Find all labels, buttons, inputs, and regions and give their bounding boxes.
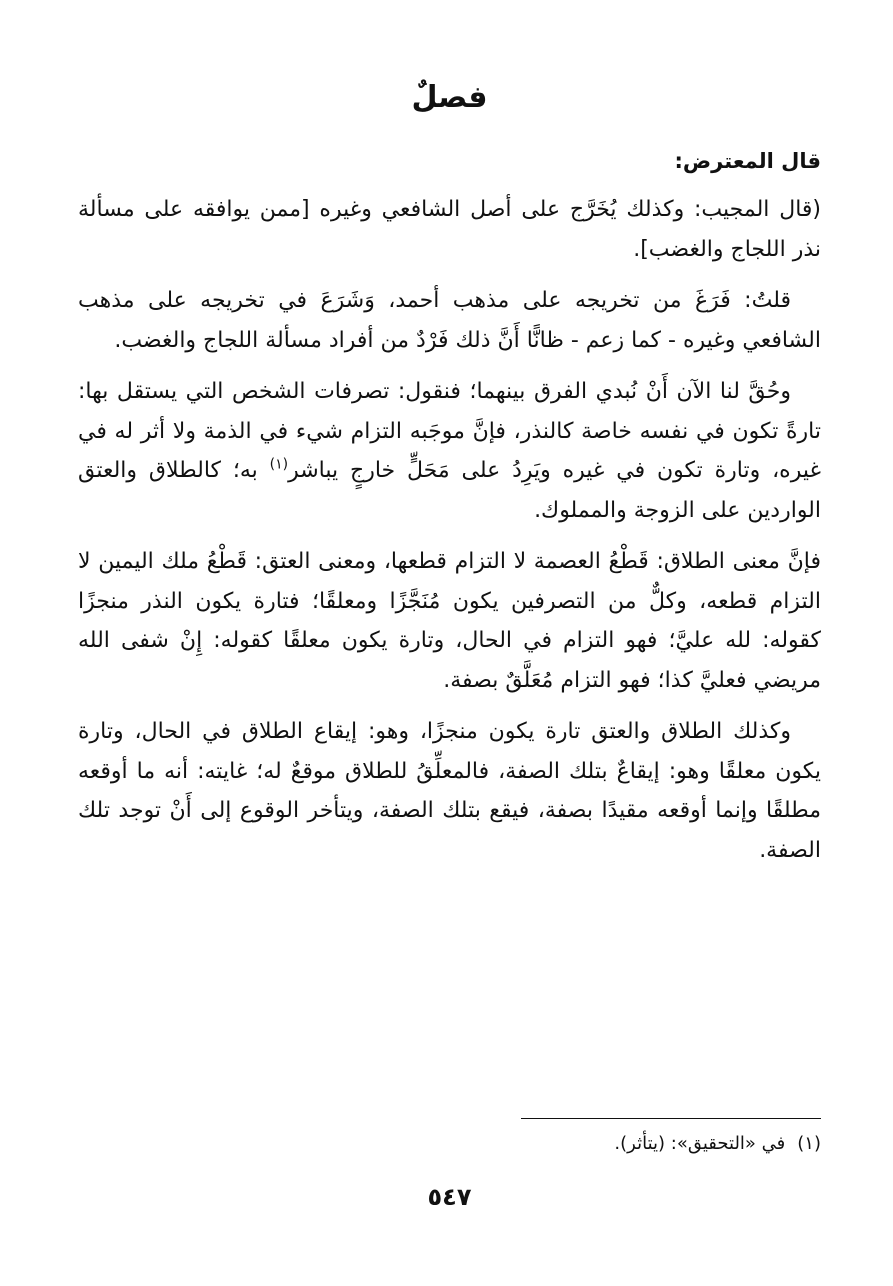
page-number: ٥٤٧: [427, 1183, 472, 1211]
paragraph-conclusion: وكذلك الطلاق والعتق تارة يكون منجزًا، وهو: إيقاع الطلاق في الحال، وتارة يكون معلقًا وهو: إيقاعٌ بتلك الصفة، فالمعلِّقُ للطلاق موقعٌ له؛ غايته: أنه ما أوقعه مطلقًا وإنما أوقعه مقيدًا بصفة، فيقع بتلك الصفة، ويتأخر الوقوع إلى أَنْ توجد تلك الصفة.: [78, 719, 821, 863]
paragraph-meaning: فإنَّ معنى الطلاق: قَطْعُ العصمة لا التزام قطعها، ومعنى العتق: قَطْعُ ملك اليمين لا التزام قطعه، وكلٌّ من التصرفين يكون مُنَجَّزًا ومعلقًا؛ فتارة يكون النذر منجزًا كقوله: لله عليَّ؛ فهو التزام في الحال، وتارة يكون معلقًا كقوله: إِنْ شفى الله مريضي فعليَّ كذا؛ فهو التزام مُعَلَّقٌ بصفة.: [78, 549, 821, 693]
paragraph-distinction: [78, 372, 821, 530]
speaker-label: قال المعترض:: [674, 149, 821, 173]
footnote-divider: [521, 1118, 821, 1119]
footnote: [78, 1130, 821, 1158]
paragraph-reply: قلتُ: فَرَغَ من تخريجه على مذهب أحمد، وَشَرَعَ في تخريجه على مذهب الشافعي وغيره - كما زعم - ظانًّا أَنَّ ذلك فَرْدٌ من أفراد مسألة اللجاج والغضب.: [78, 288, 821, 353]
chapter-title: فصلٌ: [411, 80, 488, 115]
footnote-number: (١): [797, 1133, 821, 1154]
footnote-reference[interactable]: (١): [269, 456, 289, 473]
body-text: [78, 190, 821, 882]
footnote-text: في «التحقيق»: (يتأثر).: [614, 1133, 786, 1154]
paragraph-text: به؛ كالطلاق والعتق الواردين على الزوجة والمملوك.: [78, 458, 821, 523]
paragraph-quote: (قال المجيب: وكذلك يُخَرَّج على أصل الشافعي وغيره [ممن يوافقه على مسألة نذر اللجاج والغضب].: [78, 197, 821, 262]
paragraph-text: وحُقَّ لنا الآن أَنْ نُبدي الفرق بينهما؛ فنقول: تصرفات الشخص التي يستقل بها: تارةً تكون في نفسه خاصة كالنذر، فإنَّ موجَبه التزام شيء في الذمة ولا أثر له في غيره، وتارة تكون في غيره ويَرِدُ على مَحَلٍّ خارجٍ يباشر: [78, 379, 821, 483]
book-page: [78, 0, 821, 1286]
